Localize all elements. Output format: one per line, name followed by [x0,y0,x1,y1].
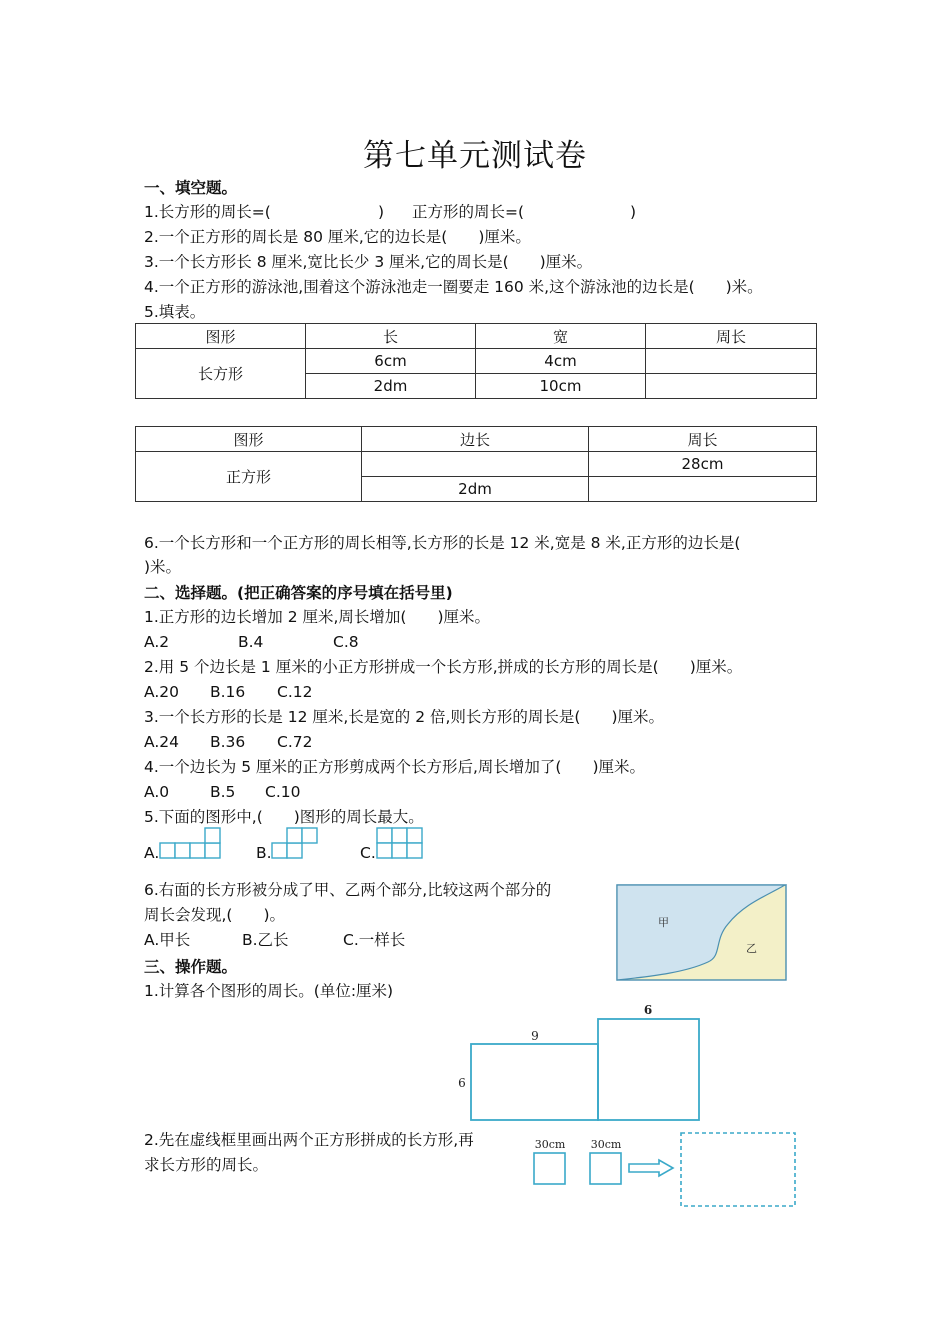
rectangle-table [135,323,817,399]
s2-q6-option-a[interactable]: A.甲长 [144,931,191,949]
table-cell: 2dm [362,477,589,502]
label-yi: 乙 [746,942,757,955]
s2-q3: 3.一个长方形的长是 12 厘米,长是宽的 2 倍,则长方形的周长是( )厘米。 [144,708,665,726]
table-header: 长 [306,324,476,349]
s1-q6-line1: 6.一个长方形和一个正方形的周长相等,长方形的长是 12 米,宽是 8 米,正方形的边长是( [144,534,741,552]
s2-q4-option-c[interactable]: C.10 [265,783,301,801]
section2-heading: 二、选择题。(把正确答案的序号填在括号里) [144,584,453,602]
table-header: 宽 [476,324,646,349]
label-square1: 30cm [534,1138,566,1151]
label-rect-length: 9 [531,1029,539,1043]
table-header: 周长 [589,427,817,452]
split-rectangle-figure [616,884,788,982]
s1-q1-part-a: 1.长方形的周长=( [144,203,271,221]
s3-q2-line1: 2.先在虚线框里画出两个正方形拼成的长方形,再 [144,1131,474,1149]
table-header: 图形 [136,427,362,452]
s2-q2: 2.用 5 个边长是 1 厘米的小正方形拼成一个长方形,拼成的长方形的周长是( )厘米。 [144,658,743,676]
s2-q5-option-b[interactable]: B. [256,844,272,862]
s3-q2-line2: 求长方形的周长。 [144,1156,269,1174]
section1-heading: 一、填空题。 [144,179,238,197]
s2-q4-option-b[interactable]: B.5 [210,783,236,801]
arrow-right-icon [629,1160,673,1176]
table-cell-blank[interactable] [589,477,817,502]
table-header: 图形 [136,324,306,349]
s1-q3: 3.一个长方形长 8 厘米,宽比长少 3 厘米,它的周长是( )厘米。 [144,253,593,271]
table-shape-cell: 长方形 [136,349,306,399]
table-cell: 6cm [306,349,476,374]
s2-q5-option-a[interactable]: A. [144,844,160,862]
dashed-drawing-box[interactable] [681,1133,795,1206]
square-1 [534,1153,565,1184]
s2-q1-option-c[interactable]: C.8 [333,633,359,651]
table-cell: 2dm [306,374,476,399]
s2-q5-option-c[interactable]: C. [360,844,376,862]
shape-a-grid-figure [159,826,221,860]
label-jia: 甲 [658,916,669,929]
shape-b-grid-figure [271,826,319,860]
s2-q3-option-a[interactable]: A.24 [144,733,179,751]
s1-q1-part-c: 正方形的周长=( [412,203,525,221]
label-rect-width: 6 [458,1076,466,1090]
table-header: 周长 [646,324,817,349]
s1-q2: 2.一个正方形的周长是 80 厘米,它的边长是( )厘米。 [144,228,531,246]
table-cell: 10cm [476,374,646,399]
table-cell: 4cm [476,349,646,374]
s1-q6-line2: )米。 [144,558,182,576]
s2-q6-line1: 6.右面的长方形被分成了甲、乙两个部分,比较这两个部分的 [144,881,552,899]
s1-q1-part-d: ) [630,203,637,221]
table-shape-cell: 正方形 [136,452,362,502]
s2-q2-option-a[interactable]: A.20 [144,683,179,701]
page-title: 第七单元测试卷 [363,138,587,174]
s2-q1: 1.正方形的边长增加 2 厘米,周长增加( )厘米。 [144,608,491,626]
composite-shape-figure [450,1000,710,1124]
table-cell-blank[interactable] [646,374,817,399]
s2-q3-option-b[interactable]: B.36 [210,733,246,751]
s2-q2-option-c[interactable]: C.12 [277,683,313,701]
s1-q4: 4.一个正方形的游泳池,围着这个游泳池走一圈要走 160 米,这个游泳池的边长是( )米。 [144,278,763,296]
s2-q4: 4.一个边长为 5 厘米的正方形剪成两个长方形后,周长增加了( )厘米。 [144,758,646,776]
table-cell-blank[interactable] [362,452,589,477]
table-cell: 28cm [589,452,817,477]
s2-q5: 5.下面的图形中,( )图形的周长最大。 [144,808,424,826]
squares-arrow-figure [528,1130,800,1212]
s1-q1-part-b: ) [378,203,385,221]
s2-q1-option-b[interactable]: B.4 [238,633,264,651]
square-2 [590,1153,621,1184]
s2-q3-option-c[interactable]: C.72 [277,733,313,751]
s2-q1-option-a[interactable]: A.2 [144,633,170,651]
shape-c-grid-figure [376,826,424,860]
table-header: 边长 [362,427,589,452]
s2-q6-line2: 周长会发现,( )。 [144,906,286,924]
section3-heading: 三、操作题。 [144,958,238,976]
s1-q5: 5.填表。 [144,303,206,321]
label-square2: 30cm [590,1138,622,1151]
s2-q4-option-a[interactable]: A.0 [144,783,170,801]
label-square-side: 6 [643,1003,653,1017]
square-table [135,426,817,502]
s3-q1: 1.计算各个图形的周长。(单位:厘米) [144,982,394,1000]
table-cell-blank[interactable] [646,349,817,374]
s2-q6-option-c[interactable]: C.一样长 [343,931,406,949]
s2-q2-option-b[interactable]: B.16 [210,683,246,701]
s2-q6-option-b[interactable]: B.乙长 [242,931,289,949]
